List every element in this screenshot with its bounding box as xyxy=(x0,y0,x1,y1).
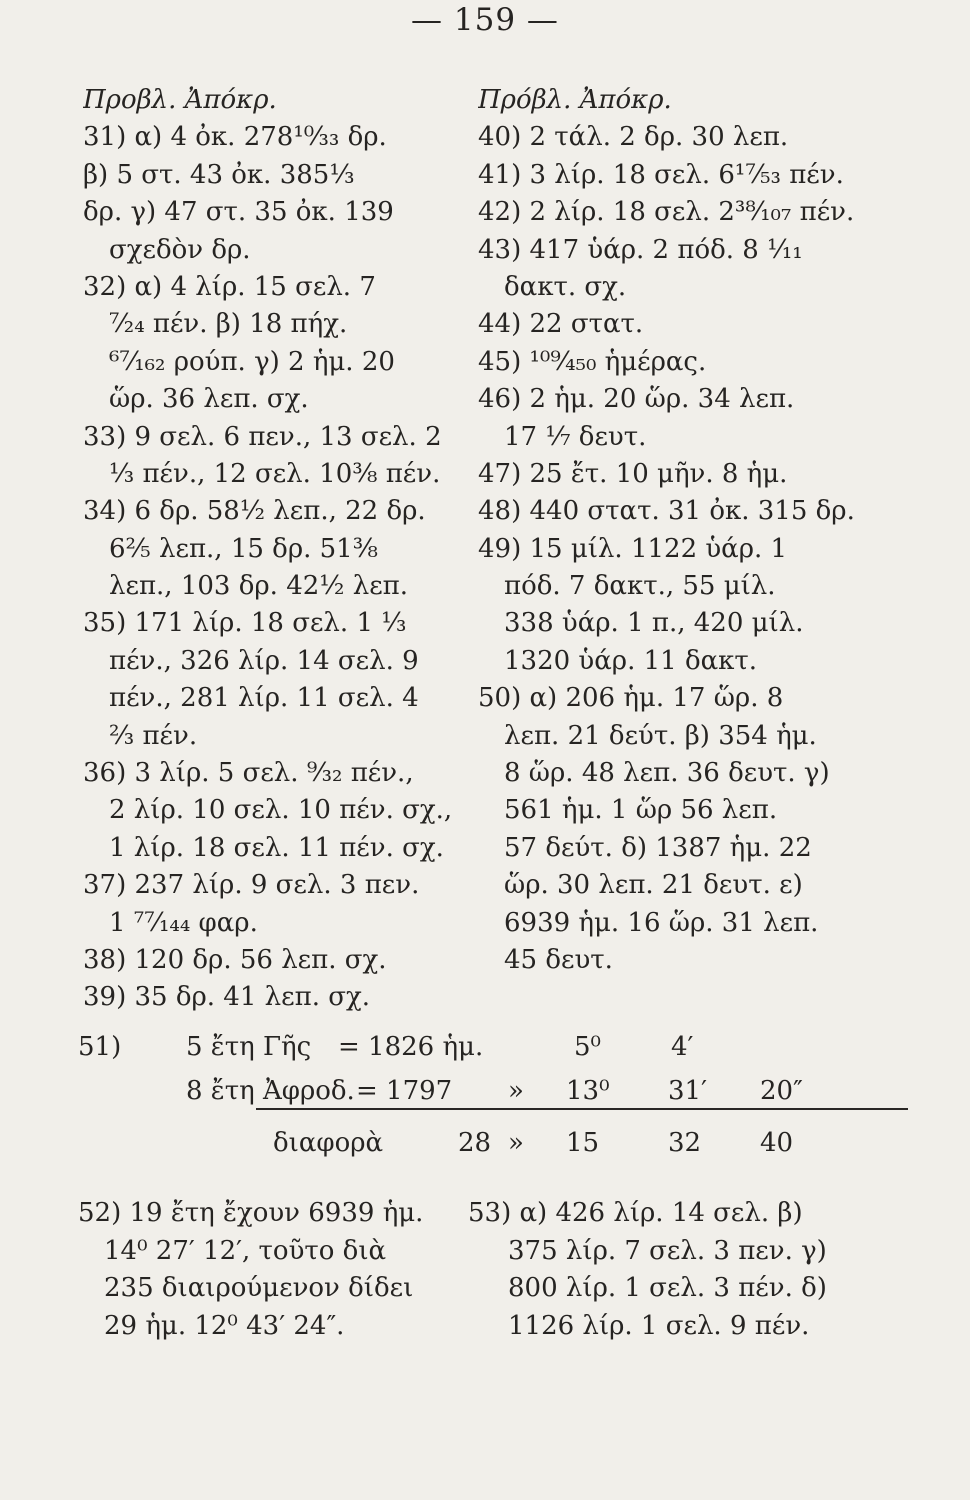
right-column-line: 561 ἡμ. 1 ὥρ 56 λεπ. xyxy=(504,795,778,826)
left-column-line: 1 λίρ. 18 σελ. 11 πέν. σχ. xyxy=(109,832,444,863)
right-column-line: 48) 440 στατ. 31 ὀκ. 315 δρ. xyxy=(478,496,855,527)
problem-53-line: 800 λίρ. 1 σελ. 3 πέν. δ) xyxy=(508,1273,827,1303)
right-column-line: 42) 2 λίρ. 18 σελ. 2³⁸⁄₁₀₇ πέν. xyxy=(478,197,855,228)
right-column-line: 45 δευτ. xyxy=(504,944,613,975)
right-column-line: 1320 ὑάρ. 11 δακτ. xyxy=(504,645,758,676)
right-column-line: 57 δεύτ. δ) 1387 ἡμ. 22 xyxy=(504,832,812,863)
left-column-line: 2 λίρ. 10 σελ. 10 πέν. σχ., xyxy=(109,795,453,826)
left-column-line: σχεδὸν δρ. xyxy=(109,234,251,265)
left-answer-column xyxy=(83,82,473,1017)
problem-51-row-earth xyxy=(78,1025,878,1069)
right-column-line: 46) 2 ἡμ. 20 ὥρ. 34 λεπ. xyxy=(478,384,795,415)
page-number: — 159 — xyxy=(411,2,559,38)
left-column-line: ⁶⁷⁄₁₆₂ ρούπ. γ) 2 ἡμ. 20 xyxy=(109,346,395,377)
earth-years-label: 5 ἔτη Γῆς xyxy=(186,1032,312,1062)
right-column-line: 45) ¹⁰⁹⁄₄₅₀ ἡμέρας. xyxy=(478,346,707,377)
difference-minutes: 32 xyxy=(668,1128,702,1158)
right-column-line: 43) 417 ὑάρ. 2 πόδ. 8 ¹⁄₁₁ xyxy=(478,234,803,265)
difference-label: διαφορὰ xyxy=(273,1128,384,1158)
left-column-line: 37) 237 λίρ. 9 σελ. 3 πεν. xyxy=(83,870,420,901)
right-column-line: 6939 ἡμ. 16 ὥρ. 31 λεπ. xyxy=(504,907,819,938)
left-column-line: πέν., 281 λίρ. 11 σελ. 4 xyxy=(109,683,419,714)
difference-ditto: » xyxy=(508,1128,524,1158)
problem-53-line: 375 λίρ. 7 σελ. 3 πεν. γ) xyxy=(508,1235,827,1266)
problem-52-line: 29 ἡμ. 12⁰ 43′ 24″. xyxy=(104,1310,345,1341)
right-column-line: 44) 22 στατ. xyxy=(478,309,644,340)
earth-degrees: 5⁰ xyxy=(574,1032,601,1062)
left-column-line: 6²⁄₅ λεπ., 15 δρ. 51³⁄₈ xyxy=(109,533,378,564)
right-column-line: 47) 25 ἔτ. 10 μῆν. 8 ἡμ. xyxy=(478,458,788,489)
venus-ditto: » xyxy=(508,1076,524,1106)
left-column-line: λεπ., 103 δρ. 42¹⁄₂ λεπ. xyxy=(109,571,409,602)
problem-53-line: 53) α) 426 λίρ. 14 σελ. β) xyxy=(468,1198,803,1228)
venus-seconds: 20″ xyxy=(760,1076,803,1106)
left-column-line: 1 ⁷⁷⁄₁₄₄ φαρ. xyxy=(109,907,258,938)
left-column-line: 36) 3 λίρ. 5 σελ. ⁹⁄₃₂ πέν., xyxy=(83,758,414,789)
problem-53-line: 1126 λίρ. 1 σελ. 9 πέν. xyxy=(508,1310,810,1341)
right-column-line: 17 ¹⁄₇ δευτ. xyxy=(504,421,647,452)
right-column-line: 8 ὥρ. 48 λεπ. 36 δευτ. γ) xyxy=(504,758,830,789)
right-column-line: 40) 2 τάλ. 2 δρ. 30 λεπ. xyxy=(478,122,789,153)
right-column-line: 41) 3 λίρ. 18 σελ. 6¹⁷⁄₅₃ πέν. xyxy=(478,159,844,190)
left-column-line: 38) 120 δρ. 56 λεπ. σχ. xyxy=(83,944,387,975)
left-column-line: ¹⁄₃ πέν., 12 σελ. 10³⁄₈ πέν. xyxy=(109,458,441,489)
left-column-line: 32) α) 4 λίρ. 15 σελ. 7 xyxy=(83,271,376,302)
problem-51-block xyxy=(78,1025,878,1158)
earth-minutes: 4′ xyxy=(671,1032,694,1062)
left-column-line: 31) α) 4 ὀκ. 278¹⁰⁄₃₃ δρ. xyxy=(83,122,387,153)
left-column-line: ὥρ. 36 λεπ. σχ. xyxy=(109,384,309,415)
right-column-line: λεπ. 21 δεύτ. β) 354 ἡμ. xyxy=(504,720,817,751)
left-column-line: ²⁄₃ πέν. xyxy=(109,720,198,751)
right-column-line: ὥρ. 30 λεπ. 21 δευτ. ε) xyxy=(504,870,803,901)
subtraction-rule xyxy=(256,1108,908,1110)
left-column-line: δρ. γ) 47 στ. 35 ὀκ. 139 xyxy=(83,197,394,228)
left-column-line: Προβλ. Ἀπόκρ. xyxy=(83,85,277,115)
earth-days: = 1826 ἡμ. xyxy=(338,1032,484,1062)
problem-52-block xyxy=(78,1195,478,1345)
problem-52-line: 235 διαιρούμενον δίδει xyxy=(104,1273,414,1303)
venus-minutes: 31′ xyxy=(668,1076,707,1106)
right-column-line: 338 ὑάρ. 1 π., 420 μίλ. xyxy=(504,608,804,639)
right-column-line: 49) 15 μίλ. 1122 ὑάρ. 1 xyxy=(478,533,788,564)
left-column-line: 39) 35 δρ. 41 λεπ. σχ. xyxy=(83,982,370,1013)
left-column-line: 35) 171 λίρ. 18 σελ. 1 ¹⁄₃ xyxy=(83,608,407,639)
difference-degrees: 15 xyxy=(566,1128,600,1158)
problem-51-label: 51) xyxy=(78,1032,122,1062)
right-column-line: Πρόβλ. Ἀπόκρ. xyxy=(478,85,672,115)
difference-days: 28 xyxy=(458,1128,492,1158)
problem-52-line: 14⁰ 27′ 12′, τοῦτο διὰ xyxy=(104,1235,387,1266)
left-column-line: ⁷⁄₂₄ πέν. β) 18 πήχ. xyxy=(109,309,348,340)
right-answer-column xyxy=(478,82,873,979)
left-column-line: 34) 6 δρ. 58¹⁄₂ λεπ., 22 δρ. xyxy=(83,496,426,527)
right-column-line: πόδ. 7 δακτ., 55 μίλ. xyxy=(504,571,776,602)
left-column-line: 33) 9 σελ. 6 πεν., 13 σελ. 2 xyxy=(83,421,442,452)
right-column-line: δακτ. σχ. xyxy=(504,271,627,302)
venus-days: = 1797 xyxy=(356,1076,453,1106)
problem-51-row-difference xyxy=(78,1121,878,1165)
right-column-line: 50) α) 206 ἡμ. 17 ὥρ. 8 xyxy=(478,683,784,714)
left-column-line: β) 5 στ. 43 ὀκ. 385¹⁄₃ xyxy=(83,159,355,190)
venus-years-label: 8 ἔτη Ἀφροδ. xyxy=(186,1076,355,1106)
problem-51-row-venus xyxy=(78,1069,878,1113)
problem-53-block xyxy=(468,1195,878,1345)
left-column-line: πέν., 326 λίρ. 14 σελ. 9 xyxy=(109,645,419,676)
problem-52-line: 52) 19 ἔτη ἔχουν 6939 ἡμ. xyxy=(78,1198,424,1228)
venus-degrees: 13⁰ xyxy=(566,1076,610,1106)
difference-seconds: 40 xyxy=(760,1128,794,1158)
